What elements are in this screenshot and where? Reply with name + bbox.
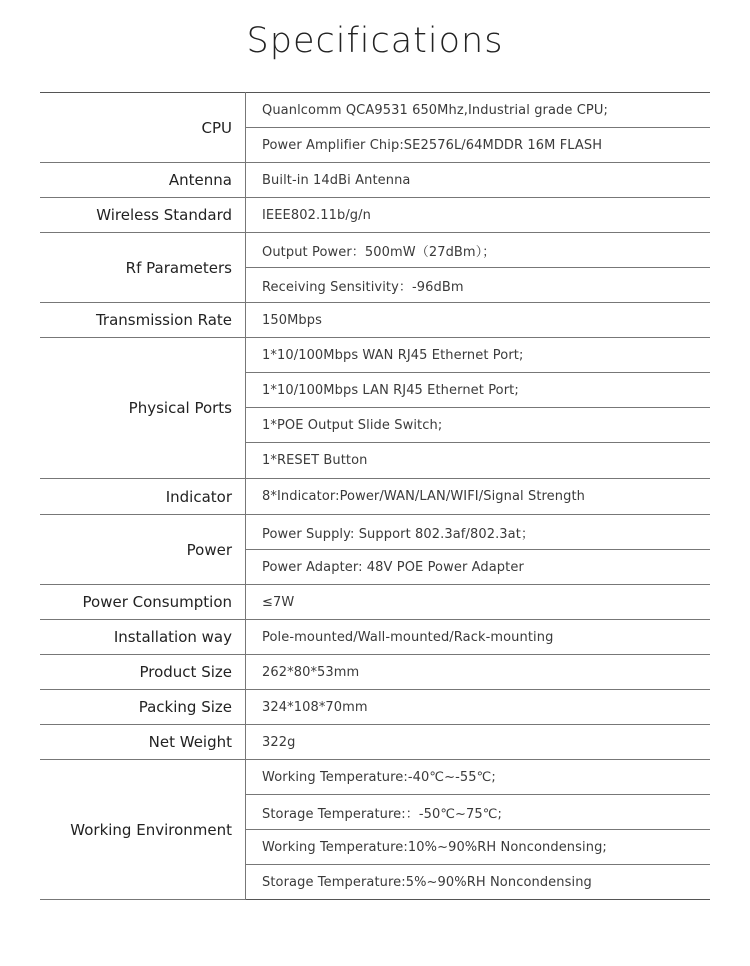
spec-row [40, 585, 710, 620]
spec-row [40, 303, 710, 338]
spec-value: Working Temperature:10%~90%RH Noncondensing; [246, 830, 711, 865]
spec-label: Packing Size [40, 690, 246, 725]
spec-value: Power Supply: Support 802.3af/802.3at； [246, 515, 711, 550]
spec-value: 262*80*53mm [246, 655, 711, 690]
spec-row [40, 725, 710, 760]
spec-label: Transmission Rate [40, 303, 246, 338]
spec-value: ≤7W [246, 585, 711, 620]
spec-value: IEEE802.11b/g/n [246, 198, 711, 233]
spec-label: Physical Ports [40, 338, 246, 479]
spec-value: 1*POE Output Slide Switch; [246, 408, 711, 443]
spec-label: Installation way [40, 620, 246, 655]
spec-value: 8*Indicator:Power/WAN/LAN/WIFI/Signal Strength [246, 479, 711, 515]
spec-label: Working Environment [40, 760, 246, 900]
spec-row [40, 690, 710, 725]
spec-value: Power Adapter: 48V POE Power Adapter [246, 550, 711, 585]
spec-value: Power Amplifier Chip:SE2576L/64MDDR 16M FLASH [246, 128, 711, 163]
spec-row [40, 93, 710, 128]
spec-value: Working Temperature:-40℃~-55℃; [246, 760, 711, 795]
spec-label: Wireless Standard [40, 198, 246, 233]
spec-value: 322g [246, 725, 711, 760]
spec-row [40, 479, 710, 515]
spec-row [40, 760, 710, 795]
spec-row [40, 620, 710, 655]
spec-label: Power Consumption [40, 585, 246, 620]
spec-label: CPU [40, 93, 246, 163]
spec-table-body [40, 93, 710, 900]
spec-label: Antenna [40, 163, 246, 198]
spec-label: Rf Parameters [40, 233, 246, 303]
spec-row [40, 655, 710, 690]
spec-value: 1*10/100Mbps LAN RJ45 Ethernet Port; [246, 373, 711, 408]
spec-value: Pole-mounted/Wall-mounted/Rack-mounting [246, 620, 711, 655]
spec-value: 150Mbps [246, 303, 711, 338]
spec-row [40, 198, 710, 233]
spec-table [40, 92, 710, 900]
spec-value: 1*10/100Mbps WAN RJ45 Ethernet Port; [246, 338, 711, 373]
spec-row [40, 233, 710, 268]
spec-value: Storage Temperature:5%~90%RH Noncondensing [246, 865, 711, 900]
spec-value: 1*RESET Button [246, 443, 711, 479]
spec-value: Quanlcomm QCA9531 650Mhz,Industrial grade CPU; [246, 93, 711, 128]
spec-label: Product Size [40, 655, 246, 690]
page-title: Specifications [246, 21, 504, 61]
spec-value: Storage Temperature:：-50℃~75℃; [246, 795, 711, 830]
spec-value: 324*108*70mm [246, 690, 711, 725]
spec-label: Net Weight [40, 725, 246, 760]
spec-value: Built-in 14dBi Antenna [246, 163, 711, 198]
spec-row [40, 515, 710, 550]
spec-row [40, 163, 710, 198]
spec-value: Receiving Sensitivity：-96dBm [246, 268, 711, 303]
spec-row [40, 338, 710, 373]
spec-label: Power [40, 515, 246, 585]
spec-label: Indicator [40, 479, 246, 515]
spec-value: Output Power：500mW（27dBm）； [246, 233, 711, 268]
